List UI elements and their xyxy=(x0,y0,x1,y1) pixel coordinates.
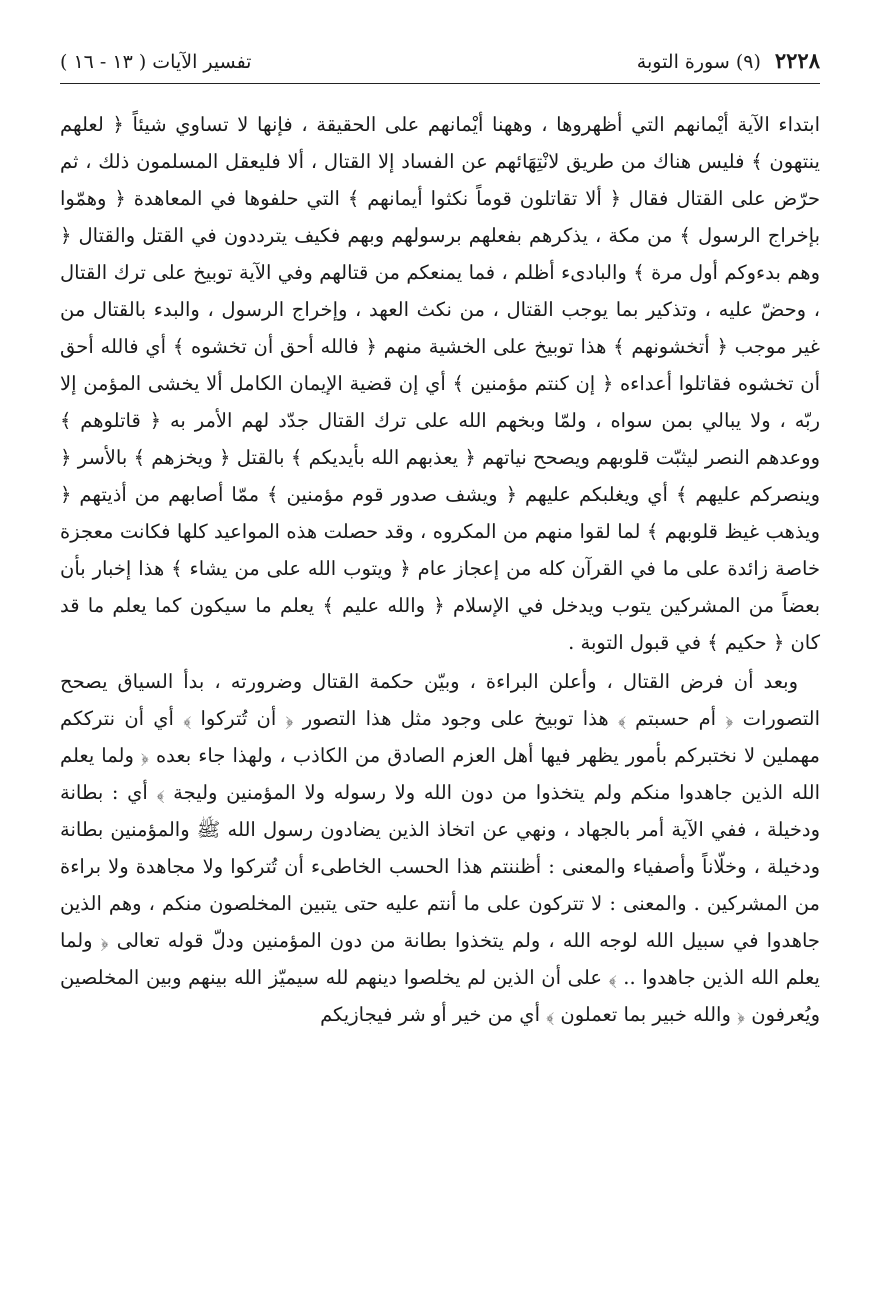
page-number: ٢٢٢٨ xyxy=(774,48,820,73)
surah-title: (٩) سورة التوبة xyxy=(636,51,761,73)
header-rule xyxy=(60,83,820,84)
paragraph: وبعد أن فرض القتال ، وأعلن البراءة ، وبيّن حكمة القتال وضرورته ، بدأ السياق يصحح التصورات ﴿ أم حسبتم ﴾ هذا توبيخ على وجود مثل هذا التصور ﴿ أن تُتركوا ﴾ أي أن نترككم مهملين لا نختبركم بأمور يظهر فيها أهل العزم الصادق من الكاذب ، ولهذا جاء بعده ﴿ ولما يعلم الله الذين جاهدوا منكم ولم يتخذوا من دون الله ولا رسوله ولا المؤمنين وليجة ﴾ أي : بطانة ودخيلة ، ففي الآية أمر بالجهاد ، ونهي عن اتخاذ الذين يضادون رسول الله ﷺ والمؤمنين بطانة ودخيلة ، وخلّاناً وأصفياء والمعنى : أظننتم هذا الحسب الخاطىء أن تُتركوا ولا مجاهدة ولا براءة من المشركين . والمعنى : لا تتركون على ما أنتم عليه حتى يتبين المخلصون منكم ، وهم الذين جاهدوا في سبيل الله لوجه الله ، ولم يتخذوا بطانة من دون المؤمنين ودلّ قوله تعالى ﴿ ولما يعلم الله الذين جاهدوا .. ﴾ على أن الذين لم يخلصوا دينهم لله سيميّز الله بينهم وبين المخلصين ويُعرفون ﴿ والله خبير بما تعملون ﴾ أي من خير أو شر فيجازيكم xyxy=(60,670,820,1026)
header-right xyxy=(637,48,820,73)
body-text xyxy=(60,106,820,1033)
running-header xyxy=(60,48,820,81)
section-title: تفسير الآيات ( ١٣ - ١٦ ) xyxy=(60,51,252,73)
paragraph: ابتداء الآية أيْمانهم التي أظهروها ، وههنا أيْمانهم على الحقيقة ، فإنها لا تساوي شيئاً ﴿ لعلهم ينتهون ﴾ فليس هناك من طريق لانْتِهَائهم عن الفساد إلا القتال ، ألا فليعقل المسلمون ذلك ، ثم حرّض على القتال فقال ﴿ ألا تقاتلون قوماً نكثوا أيمانهم ﴾ التي حلفوها في المعاهدة ﴿ وهمّوا بإخراج الرسول ﴾ من مكة ، يذكرهم بفعلهم برسولهم وبهم فكيف يترددون في القتل والقتال ﴿ وهم بدءوكم أول مرة ﴾ والبادىء أظلم ، فما يمنعكم من قتالهم وفي الآية توبيخ على ترك القتال ، وحضّ عليه ، وتذكير بما يوجب القتال ، من نكث العهد ، وإخراج الرسول ، والبدء بالقتال من غير موجب ﴿ أتخشونهم ﴾ هذا توبيخ على الخشية منهم ﴿ فالله أحق أن تخشوه ﴾ أي فالله أحق أن تخشوه فقاتلوا أعداءه ﴿ إن كنتم مؤمنين ﴾ أي إن قضية الإيمان الكامل ألا يخشى المؤمن إلا ربّه ، ولا يبالي بمن سواه ، ولمّا وبخهم الله على ترك القتال جدّد لهم الأمر به ﴿ قاتلوهم ﴾ ووعدهم النصر ليثبّت قلوبهم ويصحح نياتهم ﴿ يعذبهم الله بأيديكم ﴾ بالقتل ﴿ ويخزهم ﴾ بالأسر ﴿ وينصركم عليهم ﴾ أي ويغلبكم عليهم ﴿ ويشف صدور قوم مؤمنين ﴾ ممّا أصابهم من أذيتهم ﴿ ويذهب غيظ قلوبهم ﴾ لما لقوا منهم من المكروه ، وقد حصلت هذه المواعيد كلها فكانت معجزة خاصة زائدة على ما في القرآن كله من إعجاز عام ﴿ ويتوب الله على من يشاء ﴾ هذا إخبار بأن بعضاً من المشركين يتوب ويدخل في الإسلام ﴿ والله عليم ﴾ يعلم ما سيكون كما يعلم ما قد كان ﴿ حكيم ﴾ في قبول التوبة . xyxy=(60,113,820,654)
book-page xyxy=(60,48,820,1033)
